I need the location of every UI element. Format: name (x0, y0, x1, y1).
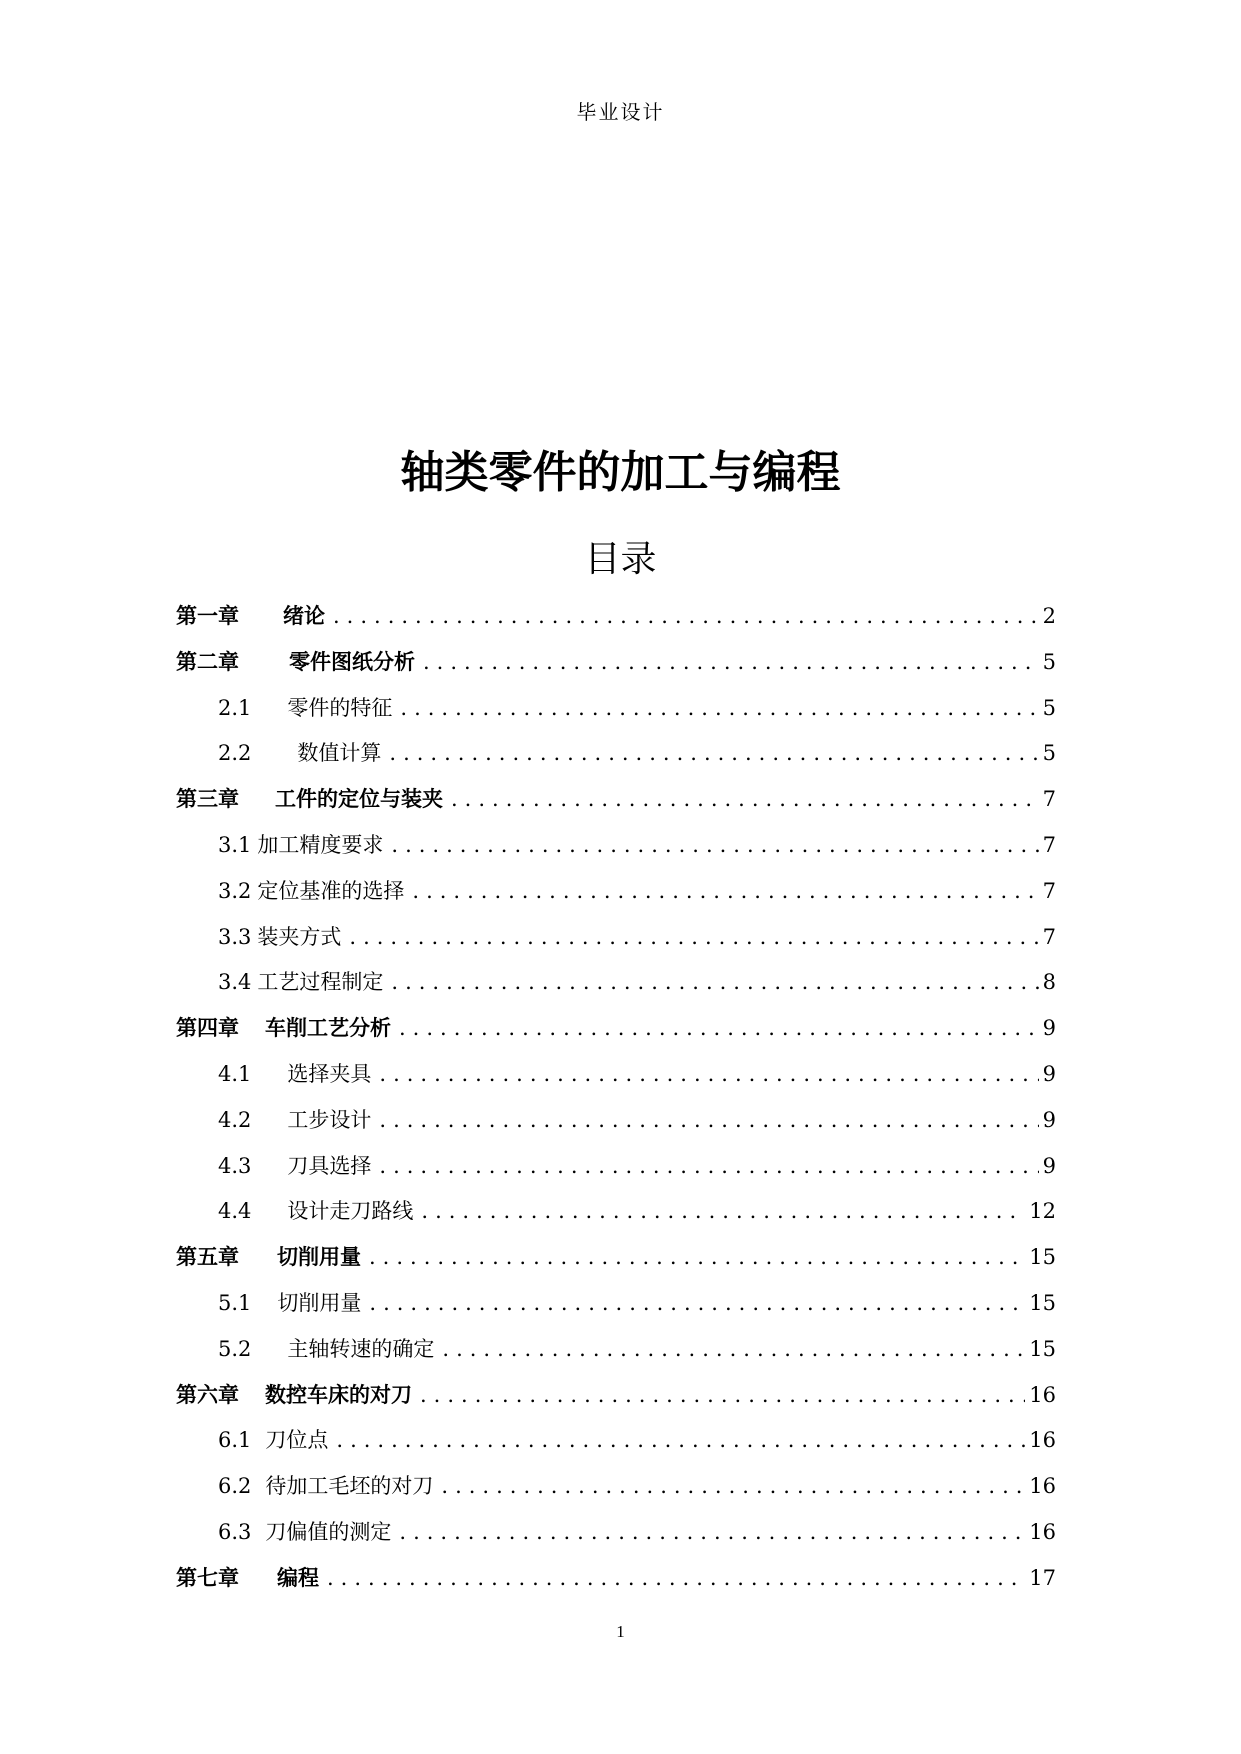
toc-section-entry[interactable] (176, 686, 1056, 732)
toc-chapter-entry[interactable] (176, 594, 1056, 640)
toc-entry-title: 绪论 (283, 604, 325, 628)
toc-chapter-entry[interactable] (176, 1235, 1056, 1281)
toc-section-entry[interactable] (176, 1281, 1056, 1327)
toc-dot-leader (399, 1510, 1025, 1556)
toc-dot-leader (389, 731, 1038, 777)
toc-dot-leader (412, 869, 1038, 915)
toc-entry-title: 数值计算 (297, 741, 382, 766)
toc-section-entry[interactable] (176, 823, 1056, 869)
toc-entry-page: 16 (1029, 1428, 1056, 1453)
toc-entry-title: 刀位点 (265, 1428, 329, 1453)
toc-entry-title: 待加工毛坯的对刀 (265, 1474, 434, 1499)
toc-entry-title: 编程 (277, 1565, 319, 1590)
toc-dot-leader (379, 1098, 1038, 1144)
toc-entry-number: 3.2 (218, 878, 252, 903)
running-header: 毕业设计 (576, 100, 665, 124)
toc-entry-number: 6.3 (218, 1519, 252, 1544)
toc-entry-number: 2.2 (218, 741, 252, 766)
toc-dot-leader (423, 640, 1039, 686)
toc-dot-leader (400, 686, 1038, 732)
toc-entry-title: 主轴转速的确定 (287, 1336, 435, 1361)
toc-entry-title: 装夹方式 (257, 924, 342, 949)
toc-dot-leader (391, 960, 1038, 1006)
toc-entry-number: 3.1 (218, 832, 252, 857)
toc-dot-leader (442, 1327, 1025, 1373)
toc-entry-title: 数控车床的对刀 (265, 1382, 412, 1407)
toc-dot-leader (399, 1006, 1039, 1052)
toc-entry-title: 车削工艺分析 (265, 1016, 391, 1041)
toc-entry-number: 第二章 (176, 649, 239, 674)
toc-section-entry[interactable] (176, 1327, 1056, 1373)
toc-section-entry[interactable] (176, 1464, 1056, 1510)
toc-section-entry[interactable] (176, 1144, 1056, 1190)
toc-entry-page: 16 (1029, 1519, 1056, 1544)
toc-entry-page: 16 (1029, 1382, 1056, 1407)
toc-entry-number: 4.4 (218, 1199, 252, 1224)
toc-entry-number: 第五章 (176, 1245, 239, 1270)
toc-section-entry[interactable] (176, 731, 1056, 777)
toc-dot-leader (391, 823, 1038, 869)
toc-entry-number: 第四章 (176, 1016, 239, 1041)
toc-entry-number: 第七章 (176, 1565, 239, 1590)
toc-entry-page: 9 (1042, 1016, 1056, 1041)
toc-section-entry[interactable] (176, 869, 1056, 915)
toc-entry-title: 工步设计 (287, 1107, 372, 1132)
toc-entry-number: 6.2 (218, 1474, 252, 1499)
toc-dot-leader (421, 1189, 1025, 1235)
toc-entry-title: 零件图纸分析 (289, 649, 415, 674)
toc-entry-page: 7 (1042, 787, 1056, 812)
toc-entry-page: 12 (1029, 1199, 1056, 1224)
toc-entry-number: 3.4 (218, 970, 252, 995)
toc-entry-page: 15 (1029, 1290, 1056, 1315)
toc-entry-page: 17 (1029, 1565, 1056, 1590)
toc-entry-title: 切削用量 (277, 1245, 361, 1270)
toc-section-entry[interactable] (176, 1418, 1056, 1464)
toc-entry-title: 工艺过程制定 (257, 970, 384, 995)
toc-entry-title: 选择夹具 (287, 1061, 372, 1086)
toc-section-entry[interactable] (176, 1189, 1056, 1235)
toc-dot-leader (441, 1464, 1025, 1510)
toc-chapter-entry[interactable] (176, 777, 1056, 823)
toc-dot-leader (379, 1144, 1038, 1190)
toc-entry-title: 定位基准的选择 (257, 878, 405, 903)
toc-entry-page: 15 (1029, 1245, 1056, 1270)
toc-entry-number: 3.3 (218, 924, 252, 949)
toc-entry-page: 5 (1042, 741, 1056, 766)
toc-entry-title: 工件的定位与装夹 (275, 787, 443, 812)
toc-entry-number: 6.1 (218, 1428, 252, 1453)
toc-entry-title: 零件的特征 (287, 695, 393, 720)
toc-entry-page: 5 (1042, 695, 1056, 720)
toc-dot-leader (333, 594, 1039, 640)
toc-entry-page: 7 (1042, 878, 1056, 903)
toc-section-entry[interactable] (176, 915, 1056, 961)
toc-section-entry[interactable] (176, 960, 1056, 1006)
toc-heading: 目录 (584, 539, 657, 580)
toc-entry-number: 2.1 (218, 695, 252, 720)
toc-entry-number: 第一章 (176, 604, 239, 628)
toc-dot-leader (420, 1373, 1025, 1419)
toc-entry-page: 9 (1042, 1061, 1056, 1086)
toc-section-entry[interactable] (176, 1052, 1056, 1098)
page-number: 1 (616, 1622, 625, 1641)
toc-entry-number: 第六章 (176, 1382, 239, 1407)
toc-entry-page: 16 (1029, 1474, 1056, 1499)
toc-entry-number: 5.2 (218, 1336, 252, 1361)
toc-entry-number: 4.3 (218, 1153, 252, 1178)
toc-entry-number: 4.2 (218, 1107, 252, 1132)
toc-dot-leader (369, 1235, 1025, 1281)
toc-entry-page: 15 (1029, 1336, 1056, 1361)
toc-dot-leader (379, 1052, 1038, 1098)
toc-entry-page: 5 (1042, 649, 1056, 674)
toc-dot-leader (451, 777, 1039, 823)
toc-chapter-entry[interactable] (176, 1373, 1056, 1419)
toc-entry-page: 7 (1042, 832, 1056, 857)
toc-section-entry[interactable] (176, 1098, 1056, 1144)
toc-chapter-entry[interactable] (176, 1006, 1056, 1052)
toc-entry-title: 加工精度要求 (257, 832, 384, 857)
toc-entry-page: 2 (1042, 604, 1056, 628)
toc-entry-page: 9 (1042, 1107, 1056, 1132)
toc-dot-leader (369, 1281, 1025, 1327)
toc-entry-title: 切削用量 (277, 1290, 362, 1315)
toc-chapter-entry[interactable] (176, 1556, 1056, 1602)
toc-entry-number: 第三章 (176, 787, 239, 812)
table-of-contents (176, 594, 1056, 1602)
toc-entry-title: 刀具选择 (287, 1153, 372, 1178)
toc-dot-leader (327, 1556, 1025, 1602)
toc-chapter-entry[interactable] (176, 640, 1056, 686)
toc-entry-title: 设计走刀路线 (287, 1199, 414, 1224)
toc-entry-page: 8 (1042, 970, 1056, 995)
toc-entry-page: 7 (1042, 924, 1056, 949)
toc-entry-page: 9 (1042, 1153, 1056, 1178)
toc-dot-leader (349, 915, 1038, 961)
toc-entry-title: 刀偏值的测定 (265, 1519, 392, 1544)
toc-section-entry[interactable] (176, 1510, 1056, 1556)
document-title: 轴类零件的加工与编程 (400, 447, 841, 498)
toc-entry-number: 5.1 (218, 1290, 252, 1315)
toc-entry-number: 4.1 (218, 1061, 252, 1086)
toc-dot-leader (336, 1418, 1025, 1464)
